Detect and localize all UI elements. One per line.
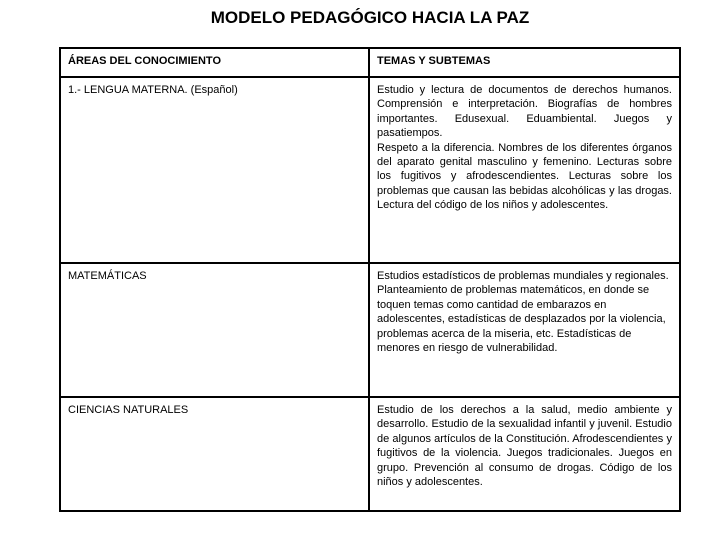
area-cell: CIENCIAS NATURALES — [60, 397, 369, 511]
page-title: MODELO PEDAGÓGICO HACIA LA PAZ — [210, 8, 530, 27]
header-temas: TEMAS Y SUBTEMAS — [369, 48, 680, 77]
table-header-row — [60, 48, 680, 77]
table-row — [60, 263, 680, 397]
temas-cell — [369, 77, 680, 263]
header-areas: ÁREAS DEL CONOCIMIENTO — [60, 48, 369, 77]
temas-cell: Estudios estadísticos de problemas mundiales y regionales. Planteamiento de problemas matemáticos, en donde se toquen temas como cantidad de embarazos en adolescentes, estadísticas de desplazados por la violencia, problemas acerca de la miseria, etc. Estadísticas de menores en riesgo de vulnerabilidad. — [369, 263, 680, 397]
table-row — [60, 397, 680, 511]
temas-paragraph: Respeto a la diferencia. Nombres de los diferentes órganos del aparato genital masculino y femenino. Lecturas sobre los fugitivos y afrodescendientes. Lecturas sobre los problemas que causan las bebidas alcohólicas y las drogas. Lectura del código de los niños y adolescentes. — [377, 141, 672, 212]
table-row — [60, 77, 680, 263]
temas-cell: Estudio de los derechos a la salud, medio ambiente y desarrollo. Estudio de la sexualidad infantil y juvenil. Estudio de algunos artículos de la Constitución. Afrodescendientes y fugitivos de la violencia. Juegos tradicionales. Juegos en grupo. Prevención al consumo de drogas. Código de los niños y adolescentes. — [369, 397, 680, 511]
curriculum-table — [59, 47, 681, 512]
temas-paragraph: Estudio y lectura de documentos de derechos humanos. Comprensión e interpretación. Biografías de hombres importantes. Edusexual. Eduambiental. Juegos y pasatiempos. — [377, 84, 672, 140]
area-cell: 1.- LENGUA MATERNA. (Español) — [60, 77, 369, 263]
area-cell: MATEMÁTICAS — [60, 263, 369, 397]
